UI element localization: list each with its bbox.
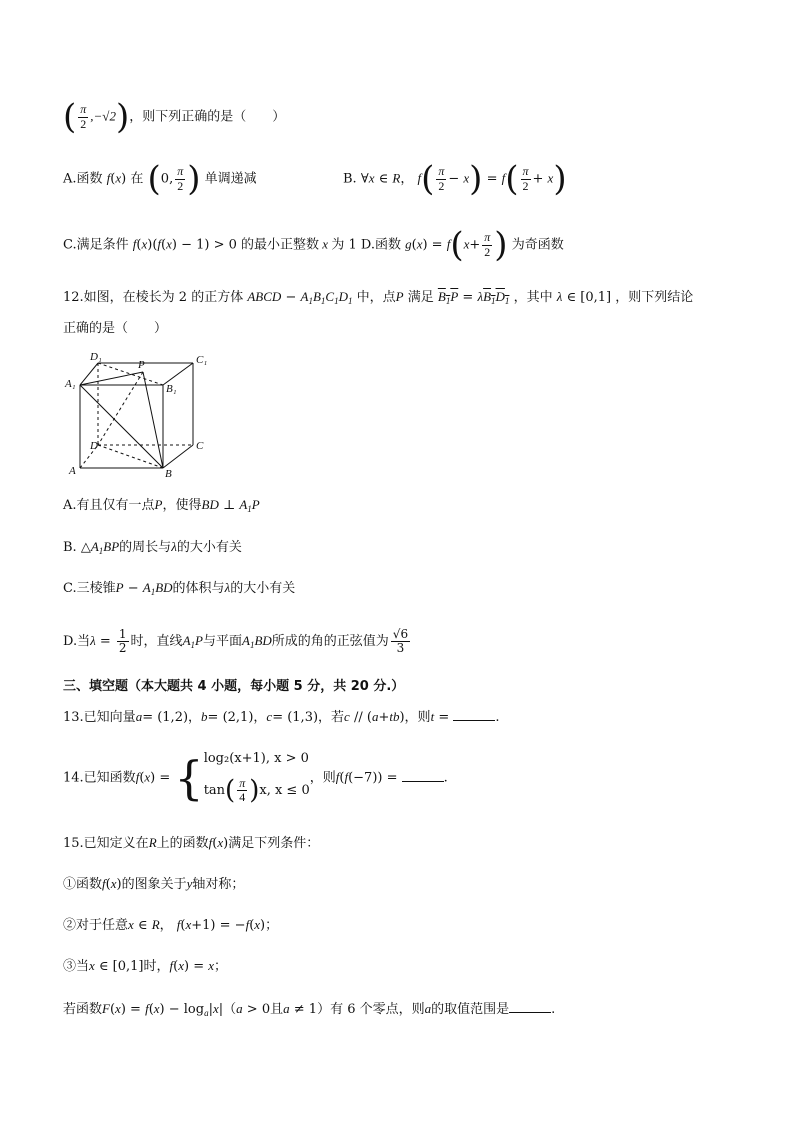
q15-answer-blank[interactable] [509,1002,551,1013]
q12-option-c: C.三棱锥$P - A_1BD$的体积与λ的大小有关 [63,580,296,597]
q14-answer-blank[interactable] [402,771,444,782]
q11-lead-point: −√2 [93,108,116,124]
section3-title: 三、填空题（本大题共 4 小题，每小题 5 分，共 20 分.） [63,679,405,694]
q11-option-c-d: C.满足条件 f(x)(f(x) − 1) > 0 的最小正整数 x 为 1 D.函数 g(x) = f(x+ $\frac{\pi}{2}$ ) 为奇函数 [63,225,564,265]
q14-line: 14.已知函数f(x) = { log₂(x+1), x > 0 tan( $\frac{\pi}{4}$ )x, x ≤ 0 ，则f(f(−7)) = . [63,751,448,806]
q12-option-a: A.有且仅有一点P，使得BD ⊥ $A_1P$ [63,497,260,514]
q15-cond2: ②对于任意x ∈ R， f(x+1) = −f(x)； [63,917,279,933]
label-D: D [90,440,98,452]
q11-option-a: A.函数 f(x) 在 (0, $\frac{\pi}{2}$ ) 单调递减 [63,159,257,199]
q13-answer-blank[interactable] [453,710,495,721]
q12-line1: 12.如图，在棱长为 2 的正方体 ABCD − $A_1B_1C_1D_1$ 中，点P 满足 $B_1P = \lambda B_1D_1$ ，其中 λ ∈ [0,1] ，则下列结论 [63,289,694,306]
q15-last-line: 若函数$F(x) = f(x) - \log_a|x|(a > 0$且a ≠ 1）有 6 个零点，则a的取值范围是 . [63,1001,556,1018]
label-P: P [138,359,145,371]
label-C: C [196,440,204,452]
label-C1: C₁ [196,354,208,366]
q15-cond3: ③当x ∈ [0,1]时，f(x) = x； [63,958,228,974]
label-D1: D₁ [90,351,102,363]
q12-option-b: B. $\triangle A_1BP$的周长与λ的大小有关 [63,539,242,556]
q15-cond1: ①函数f(x)的图象关于y轴对称； [63,876,245,892]
q12-option-d: D.当λ = $\frac{1}{2}$ 时，直线$A_1P$与平面$A_1BD$所成的角的正弦值为 $\frac{√6}{3}$ [63,627,409,656]
label-B1: B₁ [166,383,177,395]
q12-line2: 正确的是（ ） [63,321,168,336]
cube-figure [63,350,223,480]
q15-line1: 15.已知定义在R上的函数f(x)满足下列条件： [63,835,320,851]
q13-line: 13.已知向量a= (1,2)，b= (2,1)，c= (1,3)，若c // (a+tb)，则t = . [63,709,500,725]
label-B: B [165,468,172,480]
label-A1: A₁ [65,378,76,390]
label-A: A [69,465,76,477]
q11-question-text: ，则下列正确的是（ ） [129,109,286,125]
q11-tail-line: ( $\frac{\pi}{2}$ ,−√2)，则下列正确的是（ ） [63,97,286,137]
q11-option-b: B. ∀x ∈ R， f( $\frac{\pi}{2}$ − x) = f( $\frac{\pi}{2}$ + x) [343,159,567,199]
